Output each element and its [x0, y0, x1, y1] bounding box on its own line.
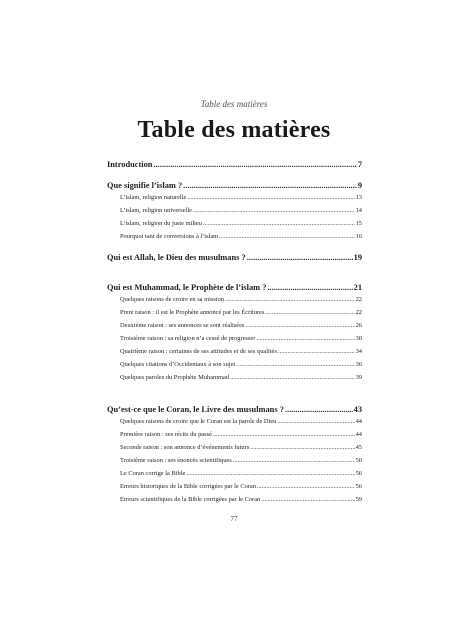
toc-entry[interactable]: [107, 253, 362, 262]
toc-entry[interactable]: [120, 361, 362, 368]
dot-leader: [261, 496, 354, 503]
toc-entry-label: Quelques citations d’Occidentaux à son sujet: [120, 361, 236, 368]
toc-entry-label: Erreurs scientifiques de la Bible corrigées par le Coran: [120, 496, 261, 503]
dot-leader: [183, 181, 357, 190]
dot-leader: [250, 444, 354, 451]
dot-leader: [233, 457, 355, 464]
dot-leader: [225, 296, 355, 303]
toc-entry-page: 44: [355, 418, 362, 425]
dot-leader: [230, 374, 355, 381]
toc-entry-page: 56: [355, 470, 362, 477]
dot-leader: [265, 309, 354, 316]
toc-entry[interactable]: [120, 220, 362, 227]
toc-entry[interactable]: [120, 431, 362, 438]
page-title: Table des matières: [137, 117, 331, 143]
toc-entry-label: Deuxième raison : ses annonces se sont réalisées: [120, 322, 245, 329]
toc-entry-page: 16: [355, 233, 362, 240]
toc-entry[interactable]: [107, 160, 362, 169]
toc-entry[interactable]: [120, 207, 362, 214]
toc-entry-label: Quelques paroles du Prophète Muhammad: [120, 374, 229, 381]
toc-entry[interactable]: [120, 296, 362, 303]
toc-entry-label: Que signifie l’islam ?: [107, 181, 183, 190]
toc-entry-page: 19: [353, 253, 362, 262]
dot-leader: [219, 233, 354, 240]
toc-entry-page: 44: [355, 431, 362, 438]
toc-entry-page: 22: [355, 309, 362, 316]
toc-entry[interactable]: [120, 483, 362, 490]
toc-entry-page: 14: [355, 207, 362, 214]
dot-leader: [245, 322, 354, 329]
page-number: 77: [230, 515, 238, 523]
toc-entry[interactable]: [120, 374, 362, 381]
toc-entry-page: 39: [355, 374, 362, 381]
toc-entry[interactable]: [120, 348, 362, 355]
toc-entry-page: 43: [353, 405, 362, 414]
dot-leader: [186, 470, 354, 477]
toc-entry-label: Introduction: [107, 160, 153, 169]
toc-entry-page: 59: [355, 496, 362, 503]
toc-entry[interactable]: [107, 181, 362, 190]
toc-entry[interactable]: [120, 457, 362, 464]
dot-leader: [277, 418, 354, 425]
toc-entry-label: L’islam, religion du juste milieu: [120, 220, 202, 227]
dot-leader: [236, 361, 354, 368]
toc-entry-page: 56: [355, 483, 362, 490]
dot-leader: [187, 194, 354, 201]
dot-leader: [153, 160, 356, 169]
toc-entry-label: Quelques raisons de croire en sa mission: [120, 296, 225, 303]
toc-entry-page: 50: [355, 457, 362, 464]
toc-entry[interactable]: [107, 283, 362, 292]
toc-entry-label: Qui est Allah, le Dieu des musulmans ?: [107, 253, 246, 262]
toc-entry[interactable]: [120, 309, 362, 316]
dot-leader: [213, 431, 355, 438]
toc-entry-label: Troisième raison : ses énoncés scientifiques: [120, 457, 232, 464]
toc-entry[interactable]: [107, 405, 362, 414]
dot-leader: [257, 483, 355, 490]
toc-entry[interactable]: [120, 470, 362, 477]
dot-leader: [203, 220, 355, 227]
toc-entry-label: Erreurs historiques de la Bible corrigées par le Coran: [120, 483, 256, 490]
dot-leader: [267, 283, 352, 292]
dot-leader: [285, 405, 353, 414]
dot-leader: [193, 207, 355, 214]
toc-entry-page: 30: [355, 335, 362, 342]
toc-entry-label: L’islam, religion naturelle: [120, 194, 187, 201]
toc-entry-label: Première raison : ses récits du passé: [120, 431, 212, 438]
toc-entry-page: 15: [355, 220, 362, 227]
toc-entry-label: Qu’est-ce que le Coran, le Livre des musulmans ?: [107, 405, 284, 414]
toc-entry-label: Pourquoi tant de conversions à l’islam: [120, 233, 219, 240]
toc-entry-page: 36: [355, 361, 362, 368]
toc-entry-label: Seconde raison : son annonce d’événements futurs: [120, 444, 250, 451]
toc-entry-page: 26: [355, 322, 362, 329]
toc-entry-page: 34: [355, 348, 362, 355]
toc-entry-page: 9: [357, 181, 362, 190]
toc-entry-label: L’islam, religion universelle: [120, 207, 192, 214]
toc-entry[interactable]: [120, 335, 362, 342]
dot-leader: [256, 335, 354, 342]
toc-entry[interactable]: [120, 233, 362, 240]
toc-entry[interactable]: [120, 194, 362, 201]
toc-entry-page: 22: [355, 296, 362, 303]
toc-entry-label: Quelques raisons de croire que le Coran est la parole de Dieu: [120, 418, 277, 425]
running-header: Table des matières: [200, 99, 268, 109]
toc-entry[interactable]: [120, 444, 362, 451]
toc-entry-page: 7: [357, 160, 362, 169]
toc-entry-page: 45: [355, 444, 362, 451]
toc-entry[interactable]: [120, 418, 362, 425]
toc-entry[interactable]: [120, 496, 362, 503]
toc-entry-label: Prere raison : il est le Prophète annoncé par les Écritures: [120, 309, 265, 316]
toc-entry-label: Qui est Muhammad, le Prophète de l’islam ?: [107, 283, 267, 292]
toc-entry-label: Quatrième raison : certaines de ses attitudes et de ses qualités: [120, 348, 277, 355]
toc-entry-page: 21: [353, 283, 362, 292]
toc-entry[interactable]: [120, 322, 362, 329]
dot-leader: [247, 253, 353, 262]
dot-leader: [278, 348, 355, 355]
toc-entry-page: 13: [355, 194, 362, 201]
toc-entry-label: Le Coran corrige la Bible: [120, 470, 186, 477]
toc-entry-label: Troisième raison : sa religion n’a cessé de progresser: [120, 335, 256, 342]
